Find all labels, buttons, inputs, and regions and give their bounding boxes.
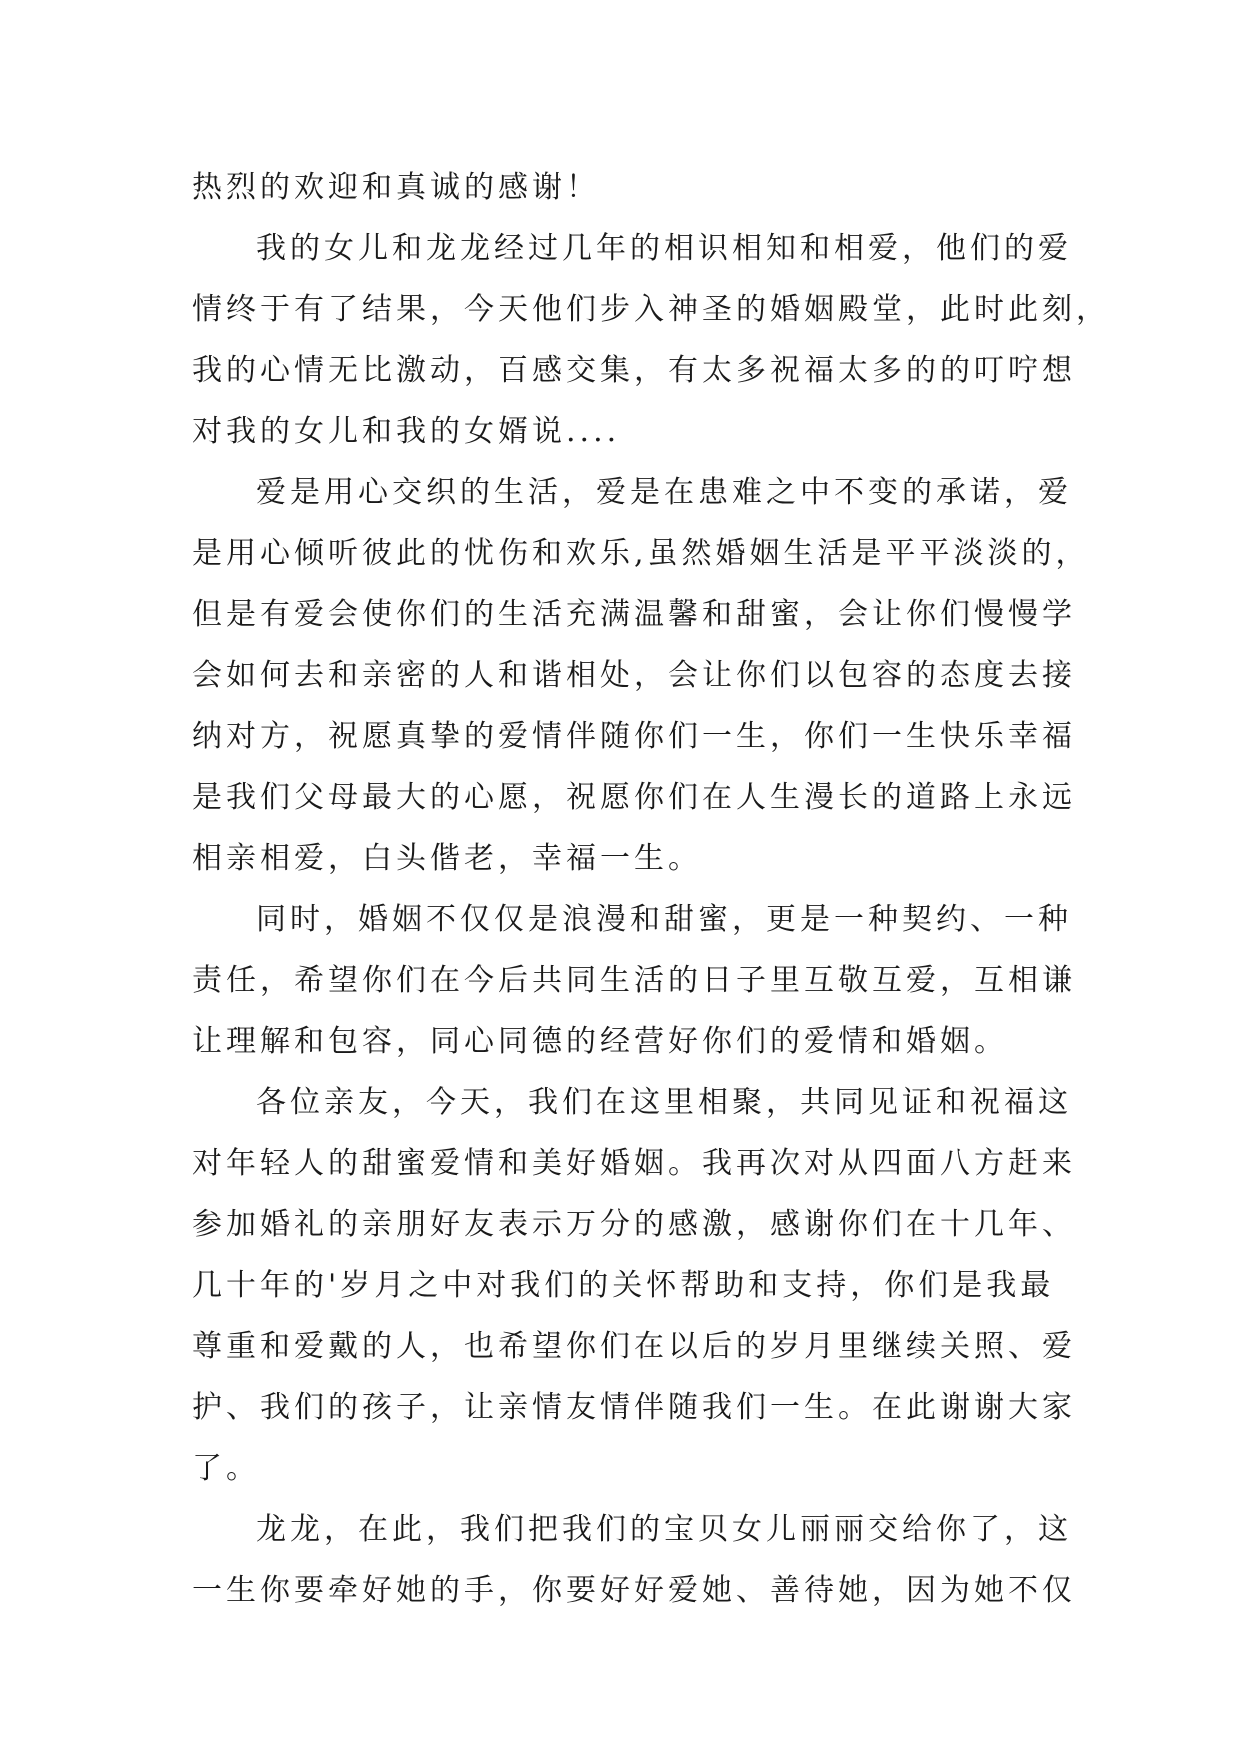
text-line: 尊重和爱戴的人，也希望你们在以后的岁月里继续关照、爱	[192, 1329, 1076, 1364]
text-line: 相亲相爱，白头偕老，幸福一生。	[192, 841, 702, 876]
paragraph-start-line: 同时，婚姻不仅仅是浪漫和甜蜜，更是一种契约、一种	[256, 902, 1072, 937]
text-line: 对年轻人的甜蜜爱情和美好婚姻。我再次对从四面八方赶来	[192, 1146, 1076, 1181]
text-line: 几十年的'岁月之中对我们的关怀帮助和支持，你们是我最	[192, 1268, 1055, 1303]
text-line: 一生你要牵好她的手，你要好好爱她、善待她，因为她不仅	[192, 1573, 1076, 1608]
text-line: 让理解和包容，同心同德的经营好你们的爱情和婚姻。	[192, 1024, 1008, 1059]
paragraph-start-line: 爱是用心交织的生活，爱是在患难之中不变的承诺，爱	[256, 475, 1072, 510]
text-line: 情终于有了结果，今天他们步入神圣的婚姻殿堂，此时此刻，	[192, 292, 1110, 327]
text-line: 对我的女儿和我的女婿说....	[192, 414, 621, 449]
paragraph-start-line: 各位亲友，今天，我们在这里相聚，共同见证和祝福这	[256, 1085, 1072, 1120]
text-line: 但是有爱会使你们的生活充满温馨和甜蜜，会让你们慢慢学	[192, 597, 1076, 632]
text-line: 我的心情无比激动，百感交集，有太多祝福太多的的叮咛想	[192, 353, 1076, 388]
paragraph-start-line: 龙龙，在此，我们把我们的宝贝女儿丽丽交给你了，这	[256, 1512, 1072, 1547]
text-line: 参加婚礼的亲朋好友表示万分的感激，感谢你们在十几年、	[192, 1207, 1076, 1242]
paragraph-start-line: 我的女儿和龙龙经过几年的相识相知和相爱，他们的爱	[256, 231, 1072, 266]
text-line: 会如何去和亲密的人和谐相处，会让你们以包容的态度去接	[192, 658, 1076, 693]
text-line: 是我们父母最大的心愿，祝愿你们在人生漫长的道路上永远	[192, 780, 1076, 815]
text-line: 纳对方，祝愿真挚的爱情伴随你们一生，你们一生快乐幸福	[192, 719, 1076, 754]
text-line: 热烈的欢迎和真诚的感谢！	[192, 170, 600, 205]
text-line: 责任，希望你们在今后共同生活的日子里互敬互爱，互相谦	[192, 963, 1076, 998]
text-line: 护、我们的孩子，让亲情友情伴随我们一生。在此谢谢大家	[192, 1390, 1076, 1425]
text-line: 是用心倾听彼此的忧伤和欢乐,虽然婚姻生活是平平淡淡的，	[192, 536, 1090, 571]
text-line: 了。	[192, 1451, 260, 1486]
body-text	[192, 157, 1110, 1621]
